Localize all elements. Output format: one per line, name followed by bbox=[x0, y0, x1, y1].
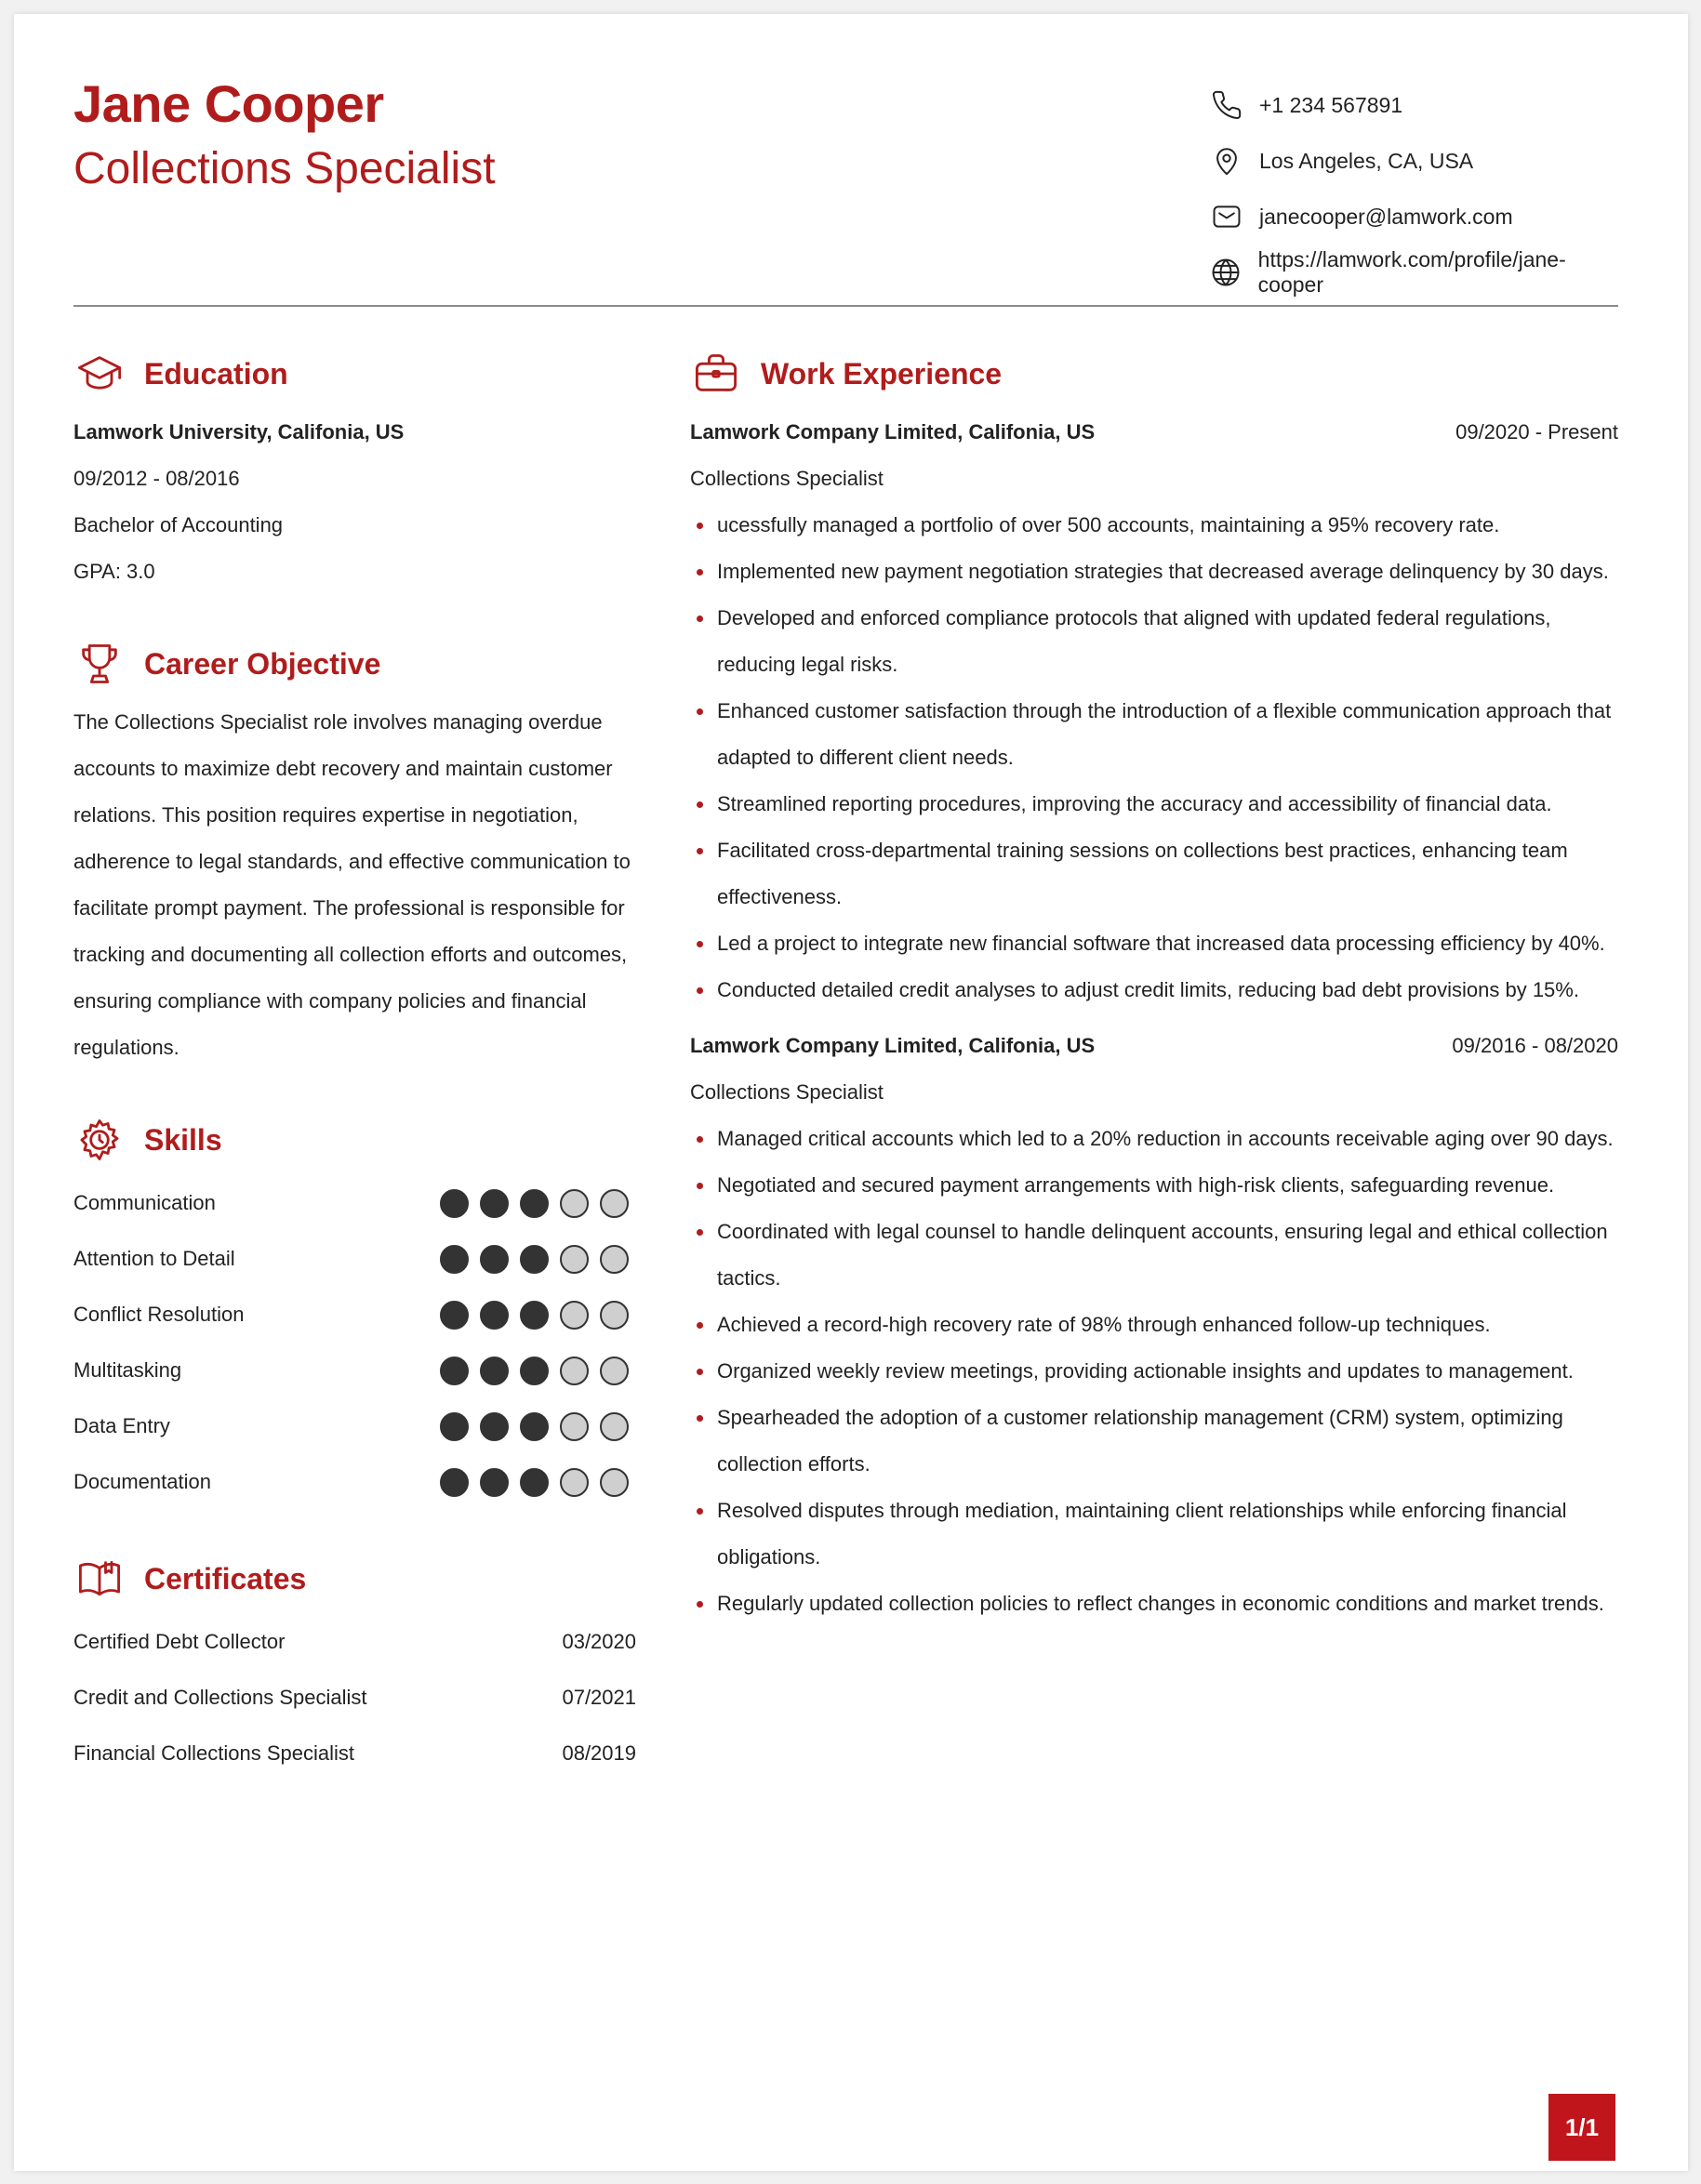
skill-dot-filled bbox=[520, 1245, 549, 1274]
job-bullet: Developed and enforced compliance protocols that aligned with updated federal regulations, reducing legal risks. bbox=[690, 595, 1618, 688]
skill-dot-filled bbox=[480, 1468, 509, 1497]
skill-row bbox=[73, 1175, 636, 1231]
objective-title: Career Objective bbox=[144, 646, 381, 681]
job-bullet: Managed critical accounts which led to a 20% reduction in accounts receivable aging over 90 days. bbox=[690, 1116, 1618, 1162]
education-dates: 09/2012 - 08/2016 bbox=[73, 467, 240, 490]
job-header bbox=[690, 409, 1618, 456]
skill-level-rating bbox=[440, 1468, 629, 1497]
candidate-name: Jane Cooper bbox=[73, 74, 384, 133]
job-company: Lamwork Company Limited, Califonia, US bbox=[690, 1034, 1096, 1057]
contact-list bbox=[1209, 77, 1618, 300]
education-school: Lamwork University, Califonia, US bbox=[73, 420, 405, 443]
job-bullet: Spearheaded the adoption of a customer relationship management (CRM) system, optimizing collection efforts. bbox=[690, 1395, 1618, 1488]
skill-dot-empty bbox=[600, 1357, 629, 1385]
objective-line: adherence to legal standards, and effective communication to bbox=[73, 850, 631, 873]
skill-name: Conflict Resolution bbox=[73, 1303, 245, 1326]
contact-phone-text: +1 234 567891 bbox=[1259, 92, 1403, 117]
skill-dot-filled bbox=[520, 1357, 549, 1385]
skill-dot-filled bbox=[480, 1301, 509, 1330]
certificate-row bbox=[73, 1614, 636, 1670]
job-company: Lamwork Company Limited, Califonia, US bbox=[690, 420, 1096, 443]
page-counter: 1/1 bbox=[1548, 2094, 1615, 2161]
skill-name: Multitasking bbox=[73, 1358, 182, 1382]
right-column bbox=[690, 344, 1618, 1627]
objective-line: facilitate prompt payment. The professional is responsible for bbox=[73, 896, 625, 920]
job-entry bbox=[690, 409, 1618, 1013]
skill-row bbox=[73, 1454, 636, 1510]
job-bullets bbox=[690, 1116, 1618, 1627]
certificate-name: Financial Collections Specialist bbox=[73, 1741, 355, 1765]
gear-icon bbox=[73, 1114, 126, 1166]
location-icon bbox=[1209, 143, 1244, 179]
skill-dot-filled bbox=[480, 1245, 509, 1274]
skill-name: Communication bbox=[73, 1191, 216, 1214]
job-bullet: Negotiated and secured payment arrangements with high-risk clients, safeguarding revenue. bbox=[690, 1162, 1618, 1209]
contact-website-text[interactable]: https://lamwork.com/profile/jane-cooper bbox=[1257, 247, 1566, 297]
candidate-role: Collections Specialist bbox=[73, 144, 496, 193]
job-bullet: Coordinated with legal counsel to handle delinquent accounts, ensuring legal and ethical collection tactics. bbox=[690, 1209, 1618, 1302]
skill-dot-empty bbox=[600, 1468, 629, 1497]
skill-dot-empty bbox=[560, 1412, 589, 1441]
skill-dot-empty bbox=[600, 1189, 629, 1218]
job-dates: 09/2016 - 08/2020 bbox=[1452, 1034, 1618, 1057]
skill-level-rating bbox=[440, 1189, 629, 1218]
skill-dot-filled bbox=[480, 1189, 509, 1218]
mail-icon bbox=[1209, 199, 1244, 234]
skill-dot-empty bbox=[560, 1189, 589, 1218]
certificate-name: Credit and Collections Specialist bbox=[73, 1686, 367, 1709]
education-degree: Bachelor of Accounting bbox=[73, 513, 284, 536]
skill-dot-empty bbox=[560, 1301, 589, 1330]
skill-row bbox=[73, 1231, 636, 1287]
job-bullet: Implemented new payment negotiation strategies that decreased average delinquency by 30 days. bbox=[690, 549, 1618, 595]
objective-line: tracking and documenting all collection efforts and outcomes, bbox=[73, 943, 628, 966]
briefcase-icon bbox=[690, 348, 742, 400]
skill-dot-filled bbox=[480, 1412, 509, 1441]
certificates-heading bbox=[73, 1549, 636, 1608]
skill-row bbox=[73, 1398, 636, 1454]
skill-name: Data Entry bbox=[73, 1414, 170, 1437]
certificate-date: 07/2021 bbox=[562, 1686, 636, 1709]
contact-website bbox=[1209, 245, 1618, 300]
skill-dot-filled bbox=[440, 1468, 469, 1497]
skills-section bbox=[73, 1110, 636, 1510]
work-title: Work Experience bbox=[761, 356, 1003, 390]
job-entry bbox=[690, 1023, 1618, 1627]
trophy-icon bbox=[73, 638, 126, 690]
objective-line: accounts to maximize debt recovery and maintain customer bbox=[73, 757, 613, 780]
certificate-date: 03/2020 bbox=[562, 1630, 636, 1653]
skill-dot-filled bbox=[440, 1189, 469, 1218]
skill-dot-filled bbox=[520, 1301, 549, 1330]
book-icon bbox=[73, 1553, 126, 1605]
job-header bbox=[690, 1023, 1618, 1069]
objective-line: The Collections Specialist role involves managing overdue bbox=[73, 710, 603, 734]
objective-line: regulations. bbox=[73, 1036, 179, 1059]
education-gpa: GPA: 3.0 bbox=[73, 560, 155, 583]
skill-dot-empty bbox=[560, 1357, 589, 1385]
objective-text bbox=[73, 699, 636, 1071]
contact-email bbox=[1209, 189, 1618, 245]
education-title: Education bbox=[144, 356, 288, 390]
graduation-cap-icon bbox=[73, 348, 126, 400]
skills-title: Skills bbox=[144, 1122, 222, 1157]
job-bullet: Conducted detailed credit analyses to adjust credit limits, reducing bad debt provisions by 15%. bbox=[690, 967, 1618, 1013]
job-position: Collections Specialist bbox=[690, 467, 884, 490]
skills-heading bbox=[73, 1110, 636, 1170]
globe-icon bbox=[1209, 255, 1243, 290]
job-position: Collections Specialist bbox=[690, 1080, 884, 1104]
skill-name: Attention to Detail bbox=[73, 1247, 235, 1270]
objective-heading bbox=[73, 634, 636, 694]
certificate-row bbox=[73, 1726, 636, 1781]
certificates-title: Certificates bbox=[144, 1561, 307, 1595]
skill-dot-empty bbox=[560, 1245, 589, 1274]
skill-dot-filled bbox=[520, 1189, 549, 1218]
skill-dot-filled bbox=[440, 1301, 469, 1330]
contact-location bbox=[1209, 133, 1618, 189]
skill-dot-filled bbox=[480, 1357, 509, 1385]
skill-dot-empty bbox=[600, 1245, 629, 1274]
skill-row bbox=[73, 1343, 636, 1398]
contact-location-text: Los Angeles, CA, USA bbox=[1259, 148, 1474, 173]
certificates-section bbox=[73, 1549, 636, 1781]
skill-dot-filled bbox=[520, 1468, 549, 1497]
contact-phone bbox=[1209, 77, 1618, 133]
objective-line: relations. This position requires expertise in negotiation, bbox=[73, 803, 578, 827]
skill-level-rating bbox=[440, 1245, 629, 1274]
skill-row bbox=[73, 1287, 636, 1343]
contact-email-text[interactable]: janecooper@lamwork.com bbox=[1259, 204, 1513, 229]
phone-icon bbox=[1209, 87, 1244, 123]
skill-dot-filled bbox=[440, 1357, 469, 1385]
objective-section bbox=[73, 634, 636, 1071]
job-bullet: Streamlined reporting procedures, improving the accuracy and accessibility of financial data. bbox=[690, 781, 1618, 827]
left-column bbox=[73, 344, 636, 1781]
resume-header bbox=[73, 68, 1618, 307]
work-heading bbox=[690, 344, 1618, 404]
job-bullet: Resolved disputes through mediation, maintaining client relationships while enforcing financial obligations. bbox=[690, 1488, 1618, 1581]
skill-level-rating bbox=[440, 1357, 629, 1385]
certificate-name: Certified Debt Collector bbox=[73, 1630, 286, 1653]
education-heading bbox=[73, 344, 636, 404]
job-list bbox=[690, 409, 1618, 1627]
job-bullet: Organized weekly review meetings, providing actionable insights and updates to management. bbox=[690, 1348, 1618, 1395]
skill-dot-empty bbox=[600, 1412, 629, 1441]
job-bullet: Regularly updated collection policies to reflect changes in economic conditions and market trends. bbox=[690, 1581, 1618, 1627]
certificate-date: 08/2019 bbox=[562, 1741, 636, 1765]
job-bullets bbox=[690, 502, 1618, 1013]
job-bullet: Enhanced customer satisfaction through the introduction of a flexible communication approach that adapted to different client needs. bbox=[690, 688, 1618, 781]
skill-name: Documentation bbox=[73, 1470, 211, 1493]
education-section bbox=[73, 344, 636, 595]
job-dates: 09/2020 - Present bbox=[1455, 420, 1618, 443]
resume-page bbox=[14, 14, 1688, 2171]
skills-list bbox=[73, 1175, 636, 1510]
objective-line: ensuring compliance with company policies and financial bbox=[73, 989, 587, 1013]
job-bullet: Led a project to integrate new financial software that increased data processing efficiency by 40%. bbox=[690, 920, 1618, 967]
skill-level-rating bbox=[440, 1412, 629, 1441]
job-bullet: Facilitated cross-departmental training sessions on collections best practices, enhancing team effectiveness. bbox=[690, 827, 1618, 920]
job-bullet: ucessfully managed a portfolio of over 500 accounts, maintaining a 95% recovery rate. bbox=[690, 502, 1618, 549]
skill-dot-filled bbox=[440, 1412, 469, 1441]
job-bullet: Achieved a record-high recovery rate of 98% through enhanced follow-up techniques. bbox=[690, 1302, 1618, 1348]
certificate-row bbox=[73, 1670, 636, 1726]
skill-dot-filled bbox=[440, 1245, 469, 1274]
skill-dot-empty bbox=[560, 1468, 589, 1497]
skill-level-rating bbox=[440, 1301, 629, 1330]
skill-dot-empty bbox=[600, 1301, 629, 1330]
skill-dot-filled bbox=[520, 1412, 549, 1441]
